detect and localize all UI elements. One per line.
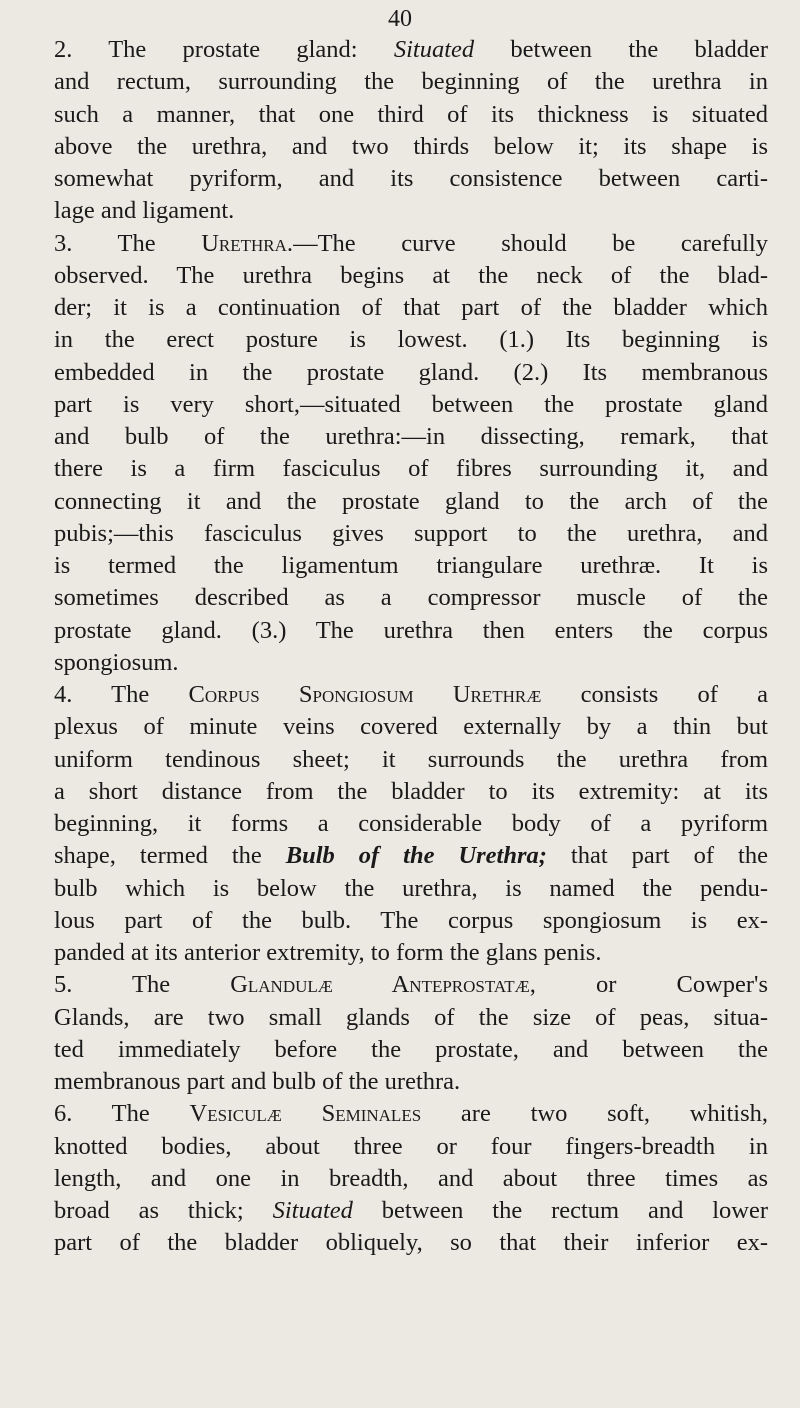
text-line <box>54 969 768 1001</box>
text-line <box>54 228 768 260</box>
text-segment: Glands, are two small glands of the size of peas, situa- <box>54 1003 768 1031</box>
page-number: 40 <box>388 6 412 32</box>
emphasized-text: Vesiculæ Seminales <box>189 1100 422 1128</box>
text-segment: and bulb of the urethra:—in dissecting, remark, that <box>54 423 768 450</box>
text-line <box>54 615 768 647</box>
text-segment: there is a firm fasciculus of fibres surrounding it, and <box>54 455 768 483</box>
text-line <box>54 389 768 421</box>
emphasized-text: Corpus Spongiosum Urethræ <box>188 681 542 708</box>
text-segment: that part of the <box>546 842 768 870</box>
text-line <box>54 1002 768 1034</box>
text-segment: 2. The prostate gland: <box>54 36 394 63</box>
emphasized-text: Bulb of the Urethra; <box>285 842 547 870</box>
text-line <box>54 550 768 582</box>
emphasized-text: Glandulæ Anteprostatæ, <box>230 971 536 999</box>
text-segment: connecting it and the prostate gland to the arch of the <box>54 487 768 515</box>
text-segment: plexus of minute veins covered externally by a thin but <box>54 713 768 741</box>
text-line <box>54 357 768 389</box>
text-segment: observed. The urethra begins at the neck of the blad- <box>54 261 768 289</box>
text-line <box>54 163 768 195</box>
text-segment: between the rectum and lower <box>352 1197 768 1224</box>
emphasized-text: Situated <box>393 36 475 63</box>
text-segment: ted immediately before the prostate, and between the <box>54 1035 768 1063</box>
text-segment: der; it is a continuation of that part of the bladder which <box>54 294 768 321</box>
text-segment: are two soft, whitish, <box>421 1100 768 1128</box>
text-line <box>54 1066 768 1098</box>
text-segment: bulb which is below the urethra, is named the pendu- <box>54 874 768 902</box>
text-line <box>54 1098 768 1130</box>
emphasized-text: Urethra. <box>201 229 294 257</box>
text-segment: lage and ligament. <box>54 197 235 225</box>
text-segment: part is very short,—situated between the prostate gland <box>54 390 768 418</box>
body-text <box>54 34 768 1260</box>
text-line <box>54 1163 768 1195</box>
text-segment: consists of a <box>541 681 769 708</box>
text-segment: a short distance from the bladder to its extremity: at its <box>54 777 768 805</box>
text-segment: —The curve should be carefully <box>293 229 768 257</box>
text-segment: and rectum, surrounding the beginning of the urethra in <box>54 68 768 96</box>
text-segment: between the bladder <box>474 36 768 63</box>
text-segment: shape, termed the <box>54 842 286 870</box>
text-line <box>54 99 768 131</box>
text-line <box>54 486 768 518</box>
text-line <box>54 647 768 679</box>
text-line <box>54 873 768 905</box>
text-segment: spongiosum. <box>54 648 179 676</box>
text-segment: such a manner, that one third of its thickness is situated <box>54 100 768 128</box>
text-line <box>54 453 768 485</box>
text-segment: 4. The <box>54 681 189 708</box>
text-segment: above the urethra, and two thirds below it; its shape is <box>54 132 768 160</box>
text-segment: length, and one in breadth, and about three times as <box>54 1164 768 1192</box>
text-line <box>54 518 768 550</box>
text-line <box>54 1195 768 1227</box>
text-segment: in the erect posture is lowest. (1.) Its beginning is <box>54 326 768 354</box>
text-line <box>54 776 768 808</box>
text-segment: uniform tendinous sheet; it surrounds the urethra from <box>54 745 768 773</box>
text-line <box>54 1034 768 1066</box>
text-line <box>54 131 768 163</box>
text-segment: 5. The <box>54 971 231 999</box>
text-line <box>54 905 768 937</box>
text-line <box>54 937 768 969</box>
text-line <box>54 1227 768 1259</box>
text-line <box>54 808 768 840</box>
text-segment: is termed the ligamentum triangulare urethræ. It is <box>54 552 768 579</box>
text-line <box>54 582 768 614</box>
emphasized-text: Situated <box>272 1197 353 1224</box>
text-segment: or Cowper's <box>535 971 768 999</box>
text-line <box>54 421 768 453</box>
text-segment: prostate gland. (3.) The urethra then enters the corpus <box>54 616 768 644</box>
text-segment: knotted bodies, about three or four fingers-breadth in <box>54 1132 768 1160</box>
text-segment: part of the bladder obliquely, so that their inferior ex- <box>54 1229 768 1257</box>
text-line <box>54 66 768 98</box>
text-line <box>54 840 768 872</box>
text-line <box>54 679 768 711</box>
text-line <box>54 744 768 776</box>
text-line <box>54 195 768 227</box>
text-line <box>54 34 768 66</box>
text-line <box>54 1131 768 1163</box>
text-segment: 6. The <box>54 1100 190 1128</box>
text-line <box>54 324 768 356</box>
text-line <box>54 292 768 324</box>
text-segment: embedded in the prostate gland. (2.) Its membranous <box>54 358 768 386</box>
text-segment: sometimes described as a compressor muscle of the <box>54 584 768 612</box>
text-segment: panded at its anterior extremity, to form the glans penis. <box>54 939 602 966</box>
text-segment: pubis;—this fasciculus gives support to the urethra, and <box>54 519 768 547</box>
text-segment: broad as thick; <box>54 1197 273 1224</box>
text-segment: beginning, it forms a considerable body of a pyriform <box>54 810 768 837</box>
text-segment: somewhat pyriform, and its consistence between carti- <box>54 165 768 192</box>
text-line <box>54 711 768 743</box>
text-segment: lous part of the bulb. The corpus spongiosum is ex- <box>54 906 768 934</box>
text-line <box>54 260 768 292</box>
text-segment: membranous part and bulb of the urethra. <box>54 1068 461 1095</box>
text-segment: 3. The <box>54 229 202 257</box>
